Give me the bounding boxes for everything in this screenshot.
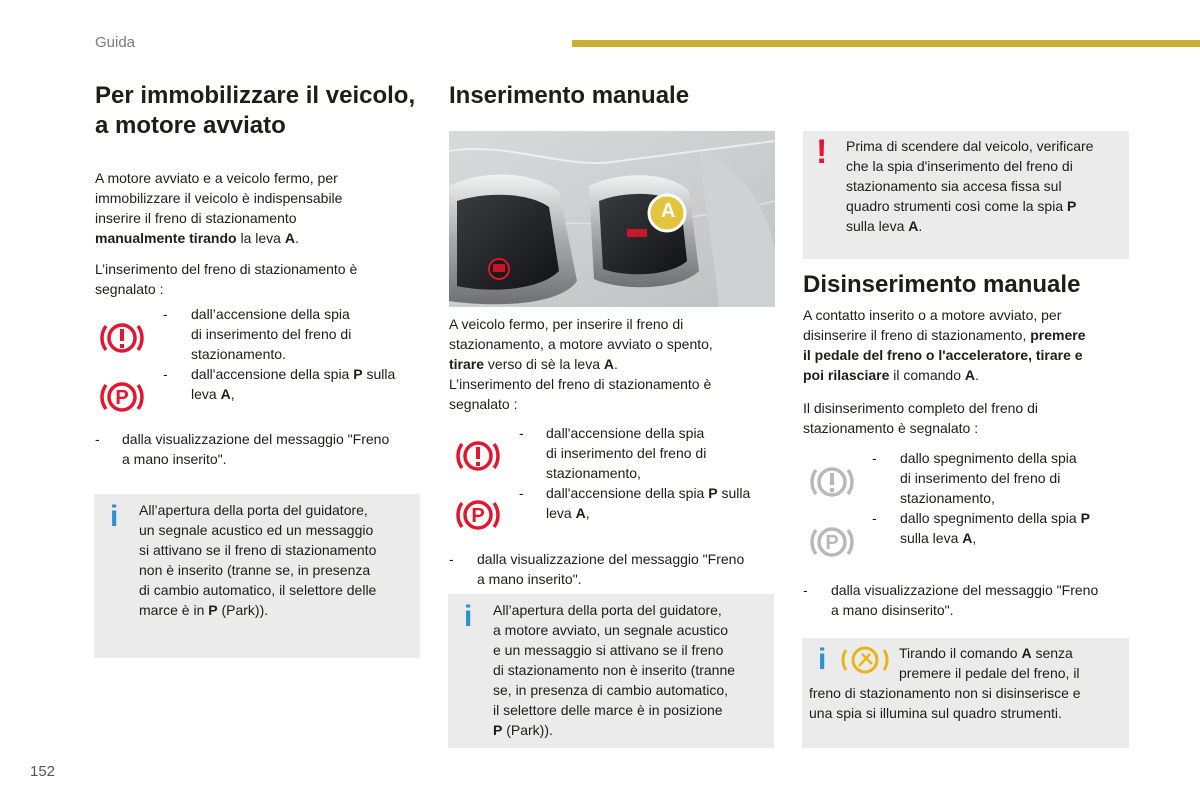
bullet-dash: - xyxy=(872,510,877,526)
col1-bullet-2: dall'accensione della spia P sulla leva A, xyxy=(191,366,396,402)
col3-info-text-bottom: freno di stazionamento non si disinserisce e una spia si illumina sul quadro strumenti. xyxy=(809,685,1081,721)
col2-bullet-1: dall'accensione della spia di inserimento del freno di stazionamento, xyxy=(546,425,707,481)
bullet-dash: - xyxy=(163,306,168,322)
bullet-dash: - xyxy=(519,485,524,501)
page-number: 152 xyxy=(30,763,56,780)
col2-paragraph-1: A veicolo fermo, per inserire il freno di stazionamento, a motore avviato o spento, tirare verso di sè la leva A. L’inserimento del freno di stazionamento è segnalato : xyxy=(449,316,713,412)
parking-p-icon xyxy=(454,491,502,539)
bullet-dash: - xyxy=(163,366,168,382)
col2-bullet-3: dalla visualizzazione del messaggio "Freno a mano inserito". xyxy=(477,551,745,587)
brake-warning-icon xyxy=(98,314,146,362)
col3-paragraph-1: A contatto inserito o a motore avviato, per disinserire il freno di stazionamento, premere il pedale del freno o l'acceleratore, tirare e poi rilasciare il comando A. xyxy=(803,307,1086,383)
svg-text:P: P xyxy=(471,505,485,527)
col2-info-text: All’apertura della porta del guidatore, a motore avviato, un segnale acustico e un messaggio si attivano se il freno di stazionamento non è inserito (tranne se, in presenza di cambio automatico, il selettore delle marce è in posizione P (Park)). xyxy=(493,602,736,738)
brake-pedal-icon xyxy=(840,642,890,678)
info-icon: i xyxy=(110,500,119,533)
col1-title: Per immobilizzare il veicolo, a motore avviato xyxy=(95,82,416,139)
warning-exclamation-icon: ! xyxy=(816,133,828,171)
col3-bullet-2: dallo spegnimento della spia P sulla leva A, xyxy=(900,510,1090,546)
col1-info-text: All’apertura della porta del guidatore, un segnale acustico ed un messaggio si attivano se il freno di stazionamento non è inserito (tranne se, in presenza di cambio automatico, il selettore delle marce è in P (Park)). xyxy=(139,502,377,618)
col1-bullet-3: dalla visualizzazione del messaggio "Freno a mano inserito". xyxy=(122,431,390,467)
svg-text:P: P xyxy=(825,532,839,554)
parking-brake-lever-illustration xyxy=(449,131,775,307)
bullet-dash: - xyxy=(803,582,808,598)
col3-paragraph-2: Il disinserimento completo del freno di stazionamento è segnalato : xyxy=(803,400,1039,436)
col3-bullet-3: dalla visualizzazione del messaggio "Freno a mano disinserito". xyxy=(831,582,1099,618)
brake-warning-icon xyxy=(454,432,502,480)
col1-paragraph-1: A motore avviato e a veicolo fermo, per immobilizzare il veicolo è indispensabile inserire il freno di stazionamento manualmente tirando la leva A. xyxy=(95,170,343,246)
section-label: Guida xyxy=(95,34,136,51)
bullet-dash: - xyxy=(95,431,100,447)
col3-title: Disinserimento manuale xyxy=(803,271,1081,298)
col2-bullet-2: dall'accensione della spia P sulla leva A, xyxy=(546,485,751,521)
parking-p-off-icon xyxy=(808,518,856,566)
parking-p-icon xyxy=(98,373,146,421)
col3-info-text-top: Tirando il comando A senza premere il pedale del freno, il xyxy=(899,645,1080,681)
col1-paragraph-2: L’inserimento del freno di stazionamento è segnalato : xyxy=(95,261,358,297)
bullet-dash: - xyxy=(519,425,524,441)
svg-text:P: P xyxy=(115,387,129,409)
info-icon: i xyxy=(818,643,827,676)
info-icon: i xyxy=(464,600,473,633)
col3-warning-text: Prima di scendere dal veicolo, verificare che la spia d'inserimento del freno di stazionamento sia accesa fissa sul quadro strumenti così come la spia P sulla leva A. xyxy=(846,138,1094,234)
bullet-dash: - xyxy=(872,450,877,466)
callout-label-a: A xyxy=(661,200,676,222)
col1-bullet-1: dall’accensione della spia di inserimento del freno di stazionamento. xyxy=(191,306,352,362)
header-accent-bar xyxy=(572,40,1200,47)
col3-bullet-1: dallo spegnimento della spia di inserimento del freno di stazionamento, xyxy=(900,450,1077,506)
col2-title: Inserimento manuale xyxy=(449,82,690,109)
bullet-dash: - xyxy=(449,551,454,567)
brake-warning-off-icon xyxy=(808,458,856,506)
